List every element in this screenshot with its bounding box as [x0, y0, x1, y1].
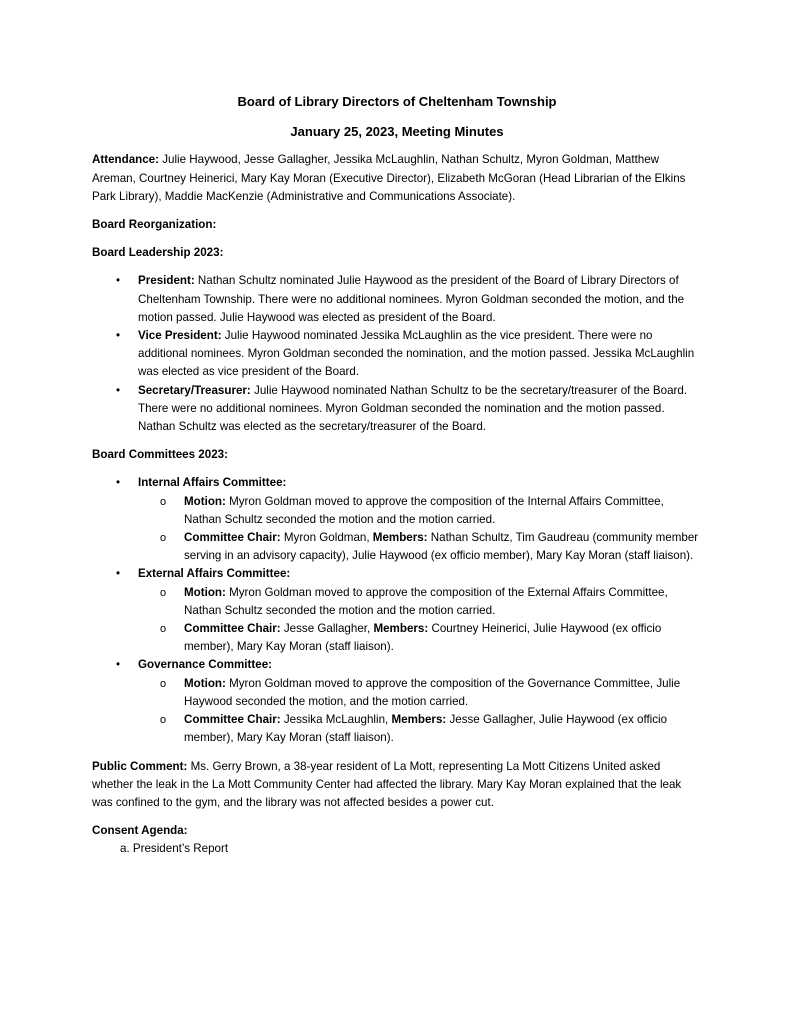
members-label: Members:	[391, 713, 447, 727]
committee-name: External Affairs Committee:	[138, 567, 291, 581]
committee-name: Internal Affairs Committee:	[138, 476, 287, 490]
reorganization-heading: Board Reorganization:	[92, 218, 217, 232]
leadership-text: Julie Haywood nominated Jessika McLaughlin as the vice president. There were no additional nominees. Myron Goldman seconded the nomination, and the motion passed. Jessika McLaughlin was elected as vice president of the Board.	[138, 329, 695, 379]
public-comment-paragraph	[92, 758, 702, 813]
sub-bullet-icon: o	[160, 495, 167, 508]
committee-chair	[138, 620, 702, 656]
motion-label: Motion:	[184, 494, 226, 508]
committee-internal-affairs	[92, 474, 702, 565]
chair-label: Committee Chair:	[184, 531, 281, 545]
attendance-text: Julie Haywood, Jesse Gallagher, Jessika McLaughlin, Nathan Schultz, Myron Goldman, Matthew Areman, Courtney Heinerici, Mary Kay Moran (Executive Director), Elizabeth McGoran (Head Librarian of the Elkins Park Library), Maddie MacKenzie (Administrative and Communications Associate).	[92, 153, 686, 203]
committee-chair	[138, 529, 702, 565]
committee-external-affairs	[92, 565, 702, 656]
members-label: Members:	[373, 622, 429, 636]
minutes-content	[92, 93, 702, 859]
chair-label: Committee Chair:	[184, 622, 281, 636]
bullet-icon: •	[116, 383, 121, 397]
committees-list	[92, 474, 702, 747]
committee-details	[138, 584, 702, 657]
public-comment-text: Ms. Gerry Brown, a 38-year resident of La Mott, representing La Mott Citizens United asked whether the leak in the La Mott Community Center had affected the library. Mary Kay Moran explained that the leak was confined to the gym, and the library was not affected besides a power cut.	[92, 759, 682, 809]
leadership-heading: Board Leadership 2023:	[92, 246, 224, 260]
members-text: Jesse Gallagher, Julie Haywood (ex officio member), Mary Kay Moran (staff liaison).	[184, 713, 668, 745]
sub-bullet-icon: o	[160, 532, 167, 545]
leadership-text: Nathan Schultz nominated Julie Haywood as the president of the Board of Library Directors of Cheltenham Township. There were no additional nominees. Myron Goldman seconded the motion, and the motion passed. Julie Haywood was elected as president of the Board.	[138, 274, 685, 324]
committee-governance	[92, 656, 702, 747]
motion-text: Myron Goldman moved to approve the composition of the Governance Committee, Julie Haywood seconded the motion, and the motion carried.	[184, 676, 681, 708]
chair-text: Jesse Gallagher,	[280, 622, 374, 636]
bullet-icon: •	[116, 476, 121, 490]
bullet-icon: •	[116, 658, 121, 672]
bullet-icon: •	[116, 329, 121, 343]
leadership-item-secretary-treasurer	[92, 382, 702, 437]
motion-text: Myron Goldman moved to approve the composition of the Internal Affairs Committee, Nathan Schultz seconded the motion and the motion carried.	[184, 494, 664, 526]
committee-chair	[138, 711, 702, 747]
consent-agenda-item: a. President’s Report	[120, 842, 229, 856]
members-label: Members:	[372, 531, 428, 545]
bullet-icon: •	[116, 567, 121, 581]
committee-details	[138, 493, 702, 566]
chair-label: Committee Chair:	[184, 713, 281, 727]
leadership-label: Vice President:	[138, 329, 222, 343]
attendance-paragraph	[92, 151, 702, 206]
leadership-item-president	[92, 272, 702, 327]
document-title: Board of Library Directors of Cheltenham Township	[237, 94, 557, 109]
leadership-item-vice-president	[92, 327, 702, 382]
committee-details	[138, 675, 702, 748]
leadership-list	[92, 272, 702, 436]
sub-bullet-icon: o	[160, 714, 167, 727]
motion-label: Motion:	[184, 585, 226, 599]
committee-motion	[138, 493, 702, 529]
leadership-label: Secretary/Treasurer:	[138, 383, 251, 397]
document-subtitle: January 25, 2023, Meeting Minutes	[290, 124, 504, 140]
attendance-label: Attendance:	[92, 153, 159, 167]
sub-bullet-icon: o	[160, 586, 167, 599]
sub-bullet-icon: o	[160, 677, 167, 690]
sub-bullet-icon: o	[160, 623, 167, 636]
committee-motion	[138, 675, 702, 711]
leadership-text: Julie Haywood nominated Nathan Schultz to be the secretary/treasurer of the Board. There were no additional nominees. Myron Goldman seconded the nomination and the motion passed. Nathan Schultz was elected as the secretary/treasurer of the Board.	[138, 383, 688, 434]
consent-agenda-heading: Consent Agenda:	[92, 824, 188, 838]
motion-label: Motion:	[184, 676, 226, 690]
leadership-label: President:	[138, 274, 195, 288]
public-comment-label: Public Comment:	[92, 759, 188, 773]
members-text: Courtney Heinerici, Julie Haywood (ex officio member), Mary Kay Moran (staff liaison).	[184, 622, 662, 654]
chair-text: Myron Goldman,	[280, 531, 373, 545]
motion-text: Myron Goldman moved to approve the composition of the External Affairs Committee, Nathan Schultz seconded the motion and the motion carried.	[184, 585, 668, 617]
bullet-icon: •	[116, 274, 121, 288]
chair-text: Jessika McLaughlin,	[280, 713, 392, 727]
committee-name: Governance Committee:	[138, 658, 273, 672]
committee-motion	[138, 584, 702, 620]
committees-heading: Board Committees 2023:	[92, 448, 228, 462]
members-text: Nathan Schultz, Tim Gaudreau (community member serving in an advisory capacity), Julie Haywood (ex officio member), Mary Kay Moran (staff liaison).	[184, 531, 699, 563]
